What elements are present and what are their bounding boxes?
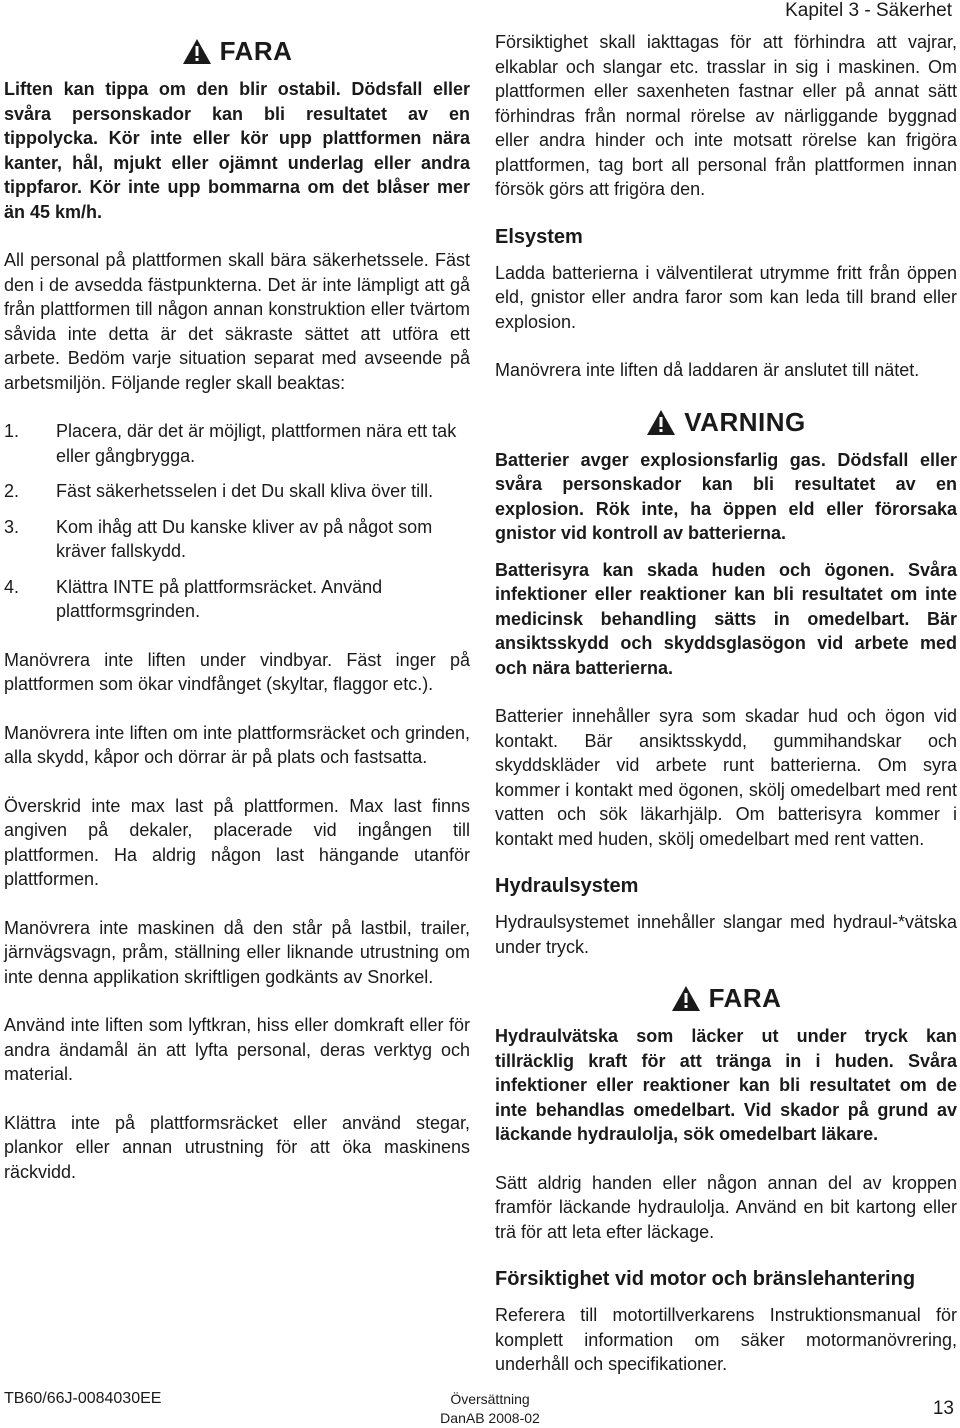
danger-heading-2 [495,983,957,1014]
danger-heading [4,36,470,67]
engine-heading: Försiktighet vid motor och bränslehantering [495,1268,916,1290]
list-number: 4. [4,576,20,597]
list-text: Placera, där det är möjligt, plattformen nära ett tak eller gångbrygga. [56,421,457,466]
warning-text-1: Batterier avger explosionsfarlig gas. Dödsfall eller svåra personskador kan bli resultatet av en explosion. Rök inte, ha öppen eld eller förorsaka gnistor vid kontroll av batterierna. [495,449,957,543]
list-number: 3. [4,516,20,537]
elsystem-paragraph-1: Ladda batterierna i välventilerat utrymme fritt från öppen eld, gnistor eller andra faror som kan leda till brand eller explosion. [495,262,957,332]
footer-translation-label: Översättning [450,1391,530,1407]
engine-paragraph: Referera till motortillverkarens Instruktionsmanual för komplett information om säker motormanövrering, underhåll och specifikationer. [495,1305,957,1374]
paragraph-guards: Manövrera inte liften om inte plattformsräcket och grinden, alla skydd, kåpor och dörrar är på plats och fastsatta. [4,722,470,767]
list-item [4,515,470,564]
elsystem-heading: Elsystem [495,225,583,248]
list-item [4,419,470,468]
elsystem-paragraph-2: Manövrera inte liften då laddaren är anslutet till nätet. [495,360,920,380]
right-column [495,30,957,1401]
danger-title-2: FARA [708,983,782,1013]
danger-title: FARA [219,36,293,66]
list-text: Kom ihåg att Du kanske kliver av på något som kräver fallskydd. [56,516,433,561]
left-column [4,30,470,1208]
warning-triangle-icon [182,38,212,65]
footer-translation [435,1390,545,1428]
warning-title: VARNING [684,406,806,437]
list-item [4,575,470,624]
hydraulic-paragraph-2: Sätt aldrig handen eller någon annan del av kroppen framför läckande hydraulolja. Använd en bit kartong eller trä för att leta efter läckage. [495,1172,957,1242]
paragraph-max-load: Överskrid inte max last på plattformen. Max last finns angiven på dekaler, placerade vid ingången till plattformen. Ha aldrig någon last hängande utanför plattformen. [4,795,470,889]
warning-text-2: Batterisyra kan skada huden och ögonen. Svåra infektioner eller reaktioner kan bli resultatet om inte medicinsk behandling sätts in omedelbart. Bär ansiktsskydd och skyddsglasögon vid arbete med och nära batterierna. [495,559,957,678]
paragraph-trailer: Manövrera inte maskinen då den står på lastbil, trailer, järnvägsvagn, pråm, ställning eller liknande utrustning om inte denna applikation skriftligen godkänts av Snorkel. [4,917,470,987]
danger-text: Liften kan tippa om den blir ostabil. Dödsfall eller svåra personskador kan bli resultatet av en tippolycka. Kör inte eller kör upp plattformen nära kanter, hål, mjukt eller ojämnt underlag eller andra tippfaror. Kör inte upp bommarna om det blåser mer än 45 km/h. [4,79,470,222]
battery-acid-paragraph: Batterier innehåller syra som skadar hud och ögon vid kontakt. Bär ansiktsskydd, gummihandskar och skyddskläder vid arbete runt batterierna. Om syra kommer i kontakt med ögonen, skölj omedelbart med rent vatten och sök läkarhjälp. Om batterisyra kommer i kontakt med huden, skölj omedelbart med rent vatten. [495,706,957,849]
paragraph-crane: Använd inte liften som lyftkran, hiss eller domkraft eller för andra ändamål än att lyfta personal, deras verktyg och material. [4,1015,470,1084]
paragraph-wind: Manövrera inte liften under vindbyar. Fäst inger på plattformen som ökar vindfånget (skyltar, flaggor etc.). [4,649,470,694]
footer-company-date: DanAB 2008-02 [440,1410,540,1426]
danger-text-2: Hydraulvätska som läcker ut under tryck kan tillräcklig kraft för att tränga in i huden. Svåra infektioner eller reaktioner kan bli resultatet om de inte behandlas omedelbart. Vid skador på grund av läckande hydraulolja, sök omedelbart läkare. [495,1026,957,1144]
warning-triangle-icon [671,985,701,1012]
footer-doc-id: TB60/66J-0084030EE [4,1390,162,1407]
list-text: Klättra INTE på plattformsräcket. Använd plattformsgrinden. [56,576,383,621]
warning-heading [495,407,957,438]
chapter-header: Kapitel 3 - Säkerhet [785,0,952,21]
list-text: Fäst säkerhetsselen i det Du skall kliva över till. [56,481,434,501]
list-number: 2. [4,481,20,501]
entanglement-paragraph: Försiktighet skall iakttagas för att förhindra att vajrar, elkablar och slangar etc. trasslar in sig i maskinen. Om plattformen eller saxenheten fastnar eller på annat sätt förhindras från normal rörelse av närliggande byggnad eller andra hinder och inte motsatt rörelse kan frigöra plattformen, tag bort all personal från plattformen innan försök görs att frigöra den. [495,32,957,199]
page-number: 13 [932,1398,954,1419]
list-item [4,479,470,504]
rules-list [4,419,470,624]
hydraulic-paragraph: Hydraulsystemet innehåller slangar med hydraul-*vätska under tryck. [495,912,957,957]
paragraph-ladders: Klättra inte på plattformsräcket eller använd stegar, plankor eller annan utrustning för att öka maskinens räckvidd. [4,1112,470,1182]
harness-intro: All personal på plattformen skall bära säkerhetssele. Fäst den i de avsedda fästpunkterna. Det är inte lämpligt att gå från plattformen till någon annan konstruktion eller tvärtom såvida inte detta är det säkraste sättet att utföra ett arbete. Bedöm varje situation separat med avseende på arbetsmiljön. Följande regler skall beaktas: [4,250,470,393]
hydraulic-heading: Hydraulsystem [495,875,639,897]
warning-triangle-icon [646,409,676,436]
list-number: 1. [4,421,20,441]
